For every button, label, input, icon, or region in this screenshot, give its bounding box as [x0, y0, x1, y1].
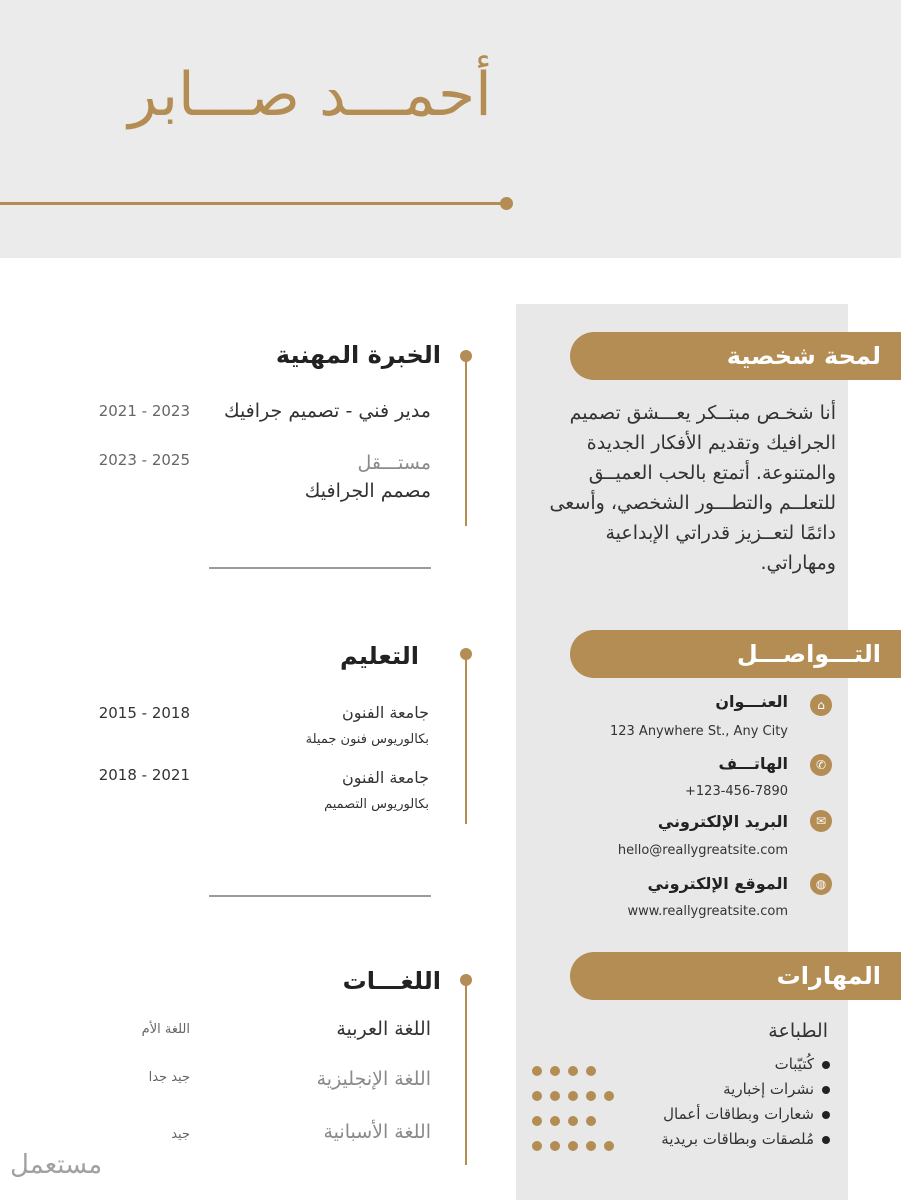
skill-rating-dot: [568, 1141, 578, 1151]
education-timeline-line: [465, 656, 467, 824]
skill-rating-dot: [532, 1116, 542, 1126]
skill-rating-dot: [550, 1066, 560, 1076]
edu-degree: بكالوريوس التصميم: [324, 797, 429, 812]
skill-rating-dot: [568, 1066, 578, 1076]
edu-period: 2015 - 2018: [98, 704, 190, 722]
bullet-icon: [822, 1061, 830, 1069]
contact-value-website: www.reallygreatsite.com: [627, 904, 788, 919]
experience-heading: الخبرة المهنية: [275, 341, 441, 369]
language-name: اللغة الأسبانية: [323, 1121, 431, 1143]
skill-rating-dot: [604, 1091, 614, 1101]
education-timeline-dot: [460, 648, 472, 660]
job-period: 2021 - 2023: [98, 402, 190, 420]
phone-icon: ✆: [810, 754, 832, 776]
language-level: جيد جدا: [148, 1070, 190, 1085]
contact-value-email: hello@reallygreatsite.com: [617, 843, 788, 858]
skill-item: نشرات إخبارية: [560, 1077, 830, 1102]
bullet-icon: [822, 1136, 830, 1144]
header-divider-dot: [500, 197, 513, 210]
contact-heading: التـــواصـــل: [570, 630, 901, 678]
person-name: أحمـــد صـــابر: [128, 60, 492, 130]
skill-item: شعارات وبطاقات أعمال: [560, 1102, 830, 1127]
skill-rating-dot: [568, 1091, 578, 1101]
section-separator: [209, 567, 431, 569]
watermark-text: مستعمل: [10, 1150, 103, 1180]
job-title: مدير فني - تصميم جرافيك: [223, 400, 431, 422]
skill-item: كُتيّبات: [560, 1052, 830, 1077]
edu-degree: بكالوريوس فنون جميلة: [305, 732, 429, 747]
skill-rating-dot: [586, 1091, 596, 1101]
skill-rating-dot: [532, 1091, 542, 1101]
bullet-icon: [822, 1111, 830, 1119]
skill-rating-dot: [532, 1066, 542, 1076]
education-heading: التعليم: [340, 642, 419, 670]
skills-heading: المهارات: [570, 952, 901, 1000]
edu-period: 2018 - 2021: [98, 766, 190, 784]
bullet-icon: [822, 1086, 830, 1094]
contact-label-address: العنـــوان: [715, 692, 788, 711]
languages-heading: اللغـــات: [342, 967, 441, 995]
skill-rating-dot: [604, 1141, 614, 1151]
skill-rating-dot: [532, 1141, 542, 1151]
contact-label-email: البريد الإلكتروني: [657, 812, 788, 831]
contact-value-address: 123 Anywhere St., Any City: [609, 724, 788, 739]
globe-icon: ◍: [810, 873, 832, 895]
contact-value-phone: +123-456-7890: [685, 784, 788, 799]
skills-list: [560, 1052, 830, 1152]
language-level: جيد: [171, 1127, 190, 1142]
contact-label-website: الموقع الإلكتروني: [647, 874, 788, 893]
job-title: مصمم الجرافيك: [304, 480, 431, 502]
edu-school: جامعة الفنون: [342, 703, 429, 722]
language-name: اللغة العربية: [336, 1018, 431, 1040]
email-icon: ✉: [810, 810, 832, 832]
language-level: اللغة الأم: [141, 1022, 190, 1037]
skill-rating-dot: [586, 1141, 596, 1151]
header-divider-line: [0, 202, 505, 205]
skill-rating-dot: [586, 1066, 596, 1076]
language-name: اللغة الإنجليزية: [316, 1068, 431, 1090]
languages-timeline-line: [465, 980, 467, 1165]
skill-rating-dot: [550, 1141, 560, 1151]
profile-heading: لمحة شخصية: [570, 332, 901, 380]
skills-category: الطباعة: [768, 1020, 828, 1042]
skill-item: مُلصقات وبطاقات بريدية: [560, 1127, 830, 1152]
skill-rating-dot: [550, 1091, 560, 1101]
contact-label-phone: الهاتـــف: [718, 754, 788, 773]
languages-timeline-dot: [460, 974, 472, 986]
edu-school: جامعة الفنون: [342, 768, 429, 787]
home-icon: ⌂: [810, 694, 832, 716]
profile-text: أنا شخـص مبتــكر يعـــشق تصميم الجرافيك وتقديم الأفكار الجديدة والمتنوعة. أتمتع بالحب العميــق للتعلــم والتطـــور الشخصي، وأسعى دائمًا لتعــزيز قدراتي الإبداعية ومهاراتي.: [549, 402, 836, 574]
job-period: 2023 - 2025: [98, 451, 190, 469]
section-separator: [209, 895, 431, 897]
skill-rating-dot: [550, 1116, 560, 1126]
experience-timeline-line: [465, 356, 467, 526]
job-type: مستـــقل: [357, 452, 431, 474]
experience-timeline-dot: [460, 350, 472, 362]
skill-rating-dot: [568, 1116, 578, 1126]
skill-rating-dot: [586, 1116, 596, 1126]
